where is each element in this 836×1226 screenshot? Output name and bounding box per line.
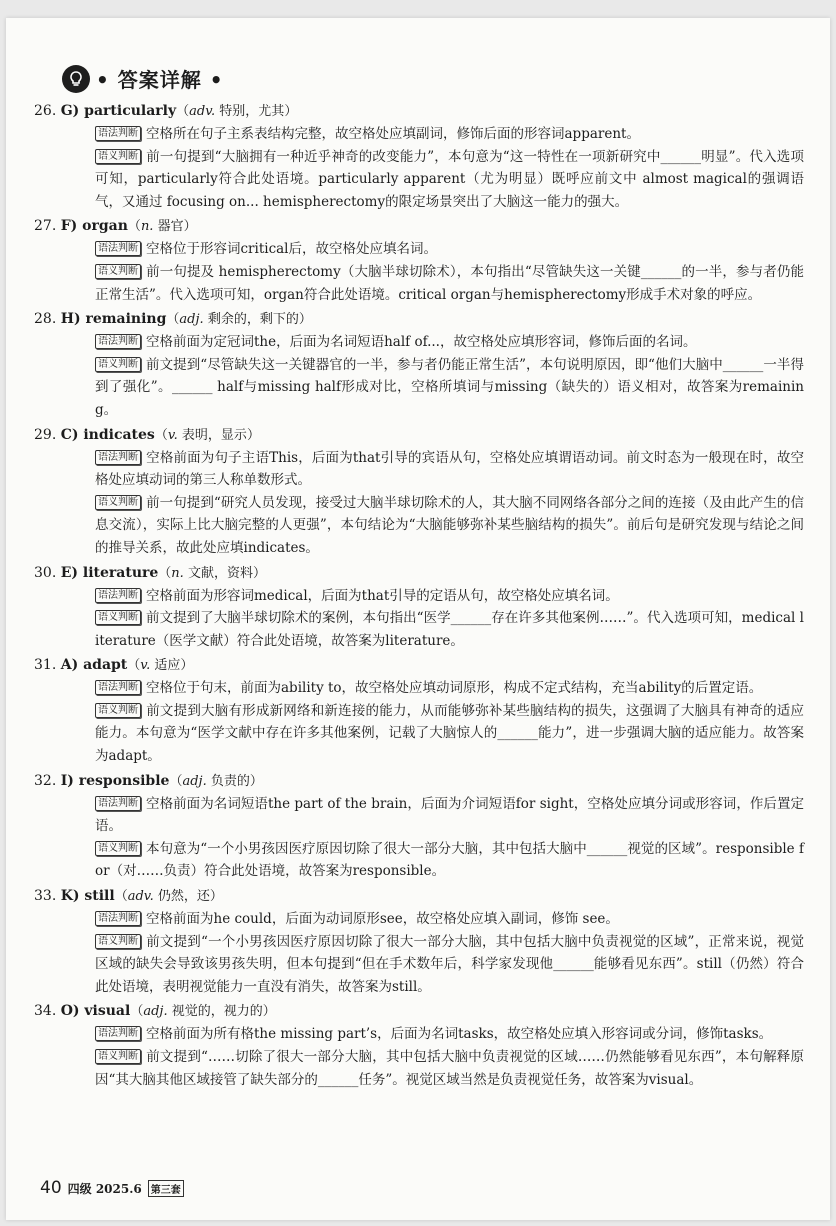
entry-answer: I) responsible [60,772,170,789]
part-of-speech: adj. [182,773,207,789]
grammar-paragraph [95,793,804,838]
entry-number: 32. [34,772,57,789]
answer-entry [34,1000,804,1091]
answer-entry [34,308,804,421]
part-of-speech: adv. [189,104,216,119]
grammar-tag: 语法判断 [95,241,141,256]
answer-entry [34,562,804,653]
entry-gloss: （adj. 视觉的，视力的） [130,1004,276,1020]
entry-answer: H) remaining [60,311,167,328]
entry-gloss: （adj. 负责的） [169,773,263,789]
meaning-text: 本句意为“一个小男孩因医疗原因切除了很大一部分大脑，其中包括大脑中______视觉的区域”。responsible for（对……负责）符合此处语境，故答案为responsible。 [95,840,804,880]
grammar-tag: 语法判断 [95,450,141,465]
section-title: • 答案详解 • [96,68,224,92]
entry-answer: E) literature [60,564,159,581]
grammar-paragraph [95,447,804,492]
meaning-tag: 语义判断 [95,934,141,949]
entry-heading [34,100,804,123]
entry-heading [34,562,804,585]
grammar-tag: 语法判断 [95,588,141,603]
part-of-speech: adj. [143,1004,168,1020]
answer-list [34,100,804,1093]
entry-number: 34. [34,1003,57,1020]
entry-answer: G) particularly [60,103,177,119]
entry-gloss: （v. 表明，显示） [154,427,260,443]
entry-gloss: （n. 器官） [127,219,197,235]
meaning-gloss: 剩余的，剩下的 [207,312,299,328]
grammar-text: 空格前面为he could，后面为动词原形see，故空格处应填入副词，修饰 see。 [146,911,619,928]
entry-answer: A) adapt [60,657,128,674]
grammar-tag: 语法判断 [95,796,141,811]
meaning-tag: 语义判断 [95,264,141,279]
grammar-tag: 语法判断 [95,334,141,349]
meaning-paragraph [95,700,804,768]
grammar-tag: 语法判断 [95,126,141,141]
page-footer [40,1178,184,1198]
meaning-paragraph [95,492,804,560]
meaning-gloss: 适应 [154,658,181,674]
entry-heading [34,424,804,447]
meaning-text: 前一句提到“研究人员发现，接受过大脑半球切除术的人，其大脑不同网络各部分之间的连接（及由此产生的信息交流），实际上比大脑完整的人更强”，本句结论为“大脑能够弥补某些脑结构的损失”。前后句是研究发现与结论之间的推导关系，故此处应填indicates。 [95,494,804,556]
meaning-gloss: 器官 [157,219,184,235]
grammar-paragraph [95,677,804,700]
meaning-gloss: 表明，显示 [181,427,247,443]
volume-badge: 第三套 [148,1180,184,1197]
entry-gloss: （adj. 剩余的，剩下的） [166,312,312,328]
meaning-paragraph [95,261,804,306]
meaning-paragraph [95,1046,804,1091]
part-of-speech: v. [140,658,151,674]
grammar-paragraph [95,1023,804,1046]
part-of-speech: adv. [127,889,154,905]
answer-entry [34,215,804,306]
page-number: 40 [40,1178,62,1198]
part-of-speech: n. [140,219,154,235]
grammar-text: 空格位于形容词critical后，故空格处应填名词。 [146,241,438,258]
meaning-tag: 语义判断 [95,841,141,856]
entry-answer: O) visual [60,1003,131,1020]
meaning-text: 前文提到“……切除了很大一部分大脑，其中包括大脑中负责视觉的区域……仍然能够看见东西”，本句解释原因“其大脑其他区域接管了缺失部分的______任务”。视觉区域当然是负责视觉任务，故答案为visual。 [95,1049,804,1088]
part-of-speech: v. [167,427,178,443]
section-header [62,64,224,93]
grammar-text: 空格位于句末，前面为ability to，故空格处应填动词原形，构成不定式结构，充当ability的后置定语。 [146,680,763,697]
meaning-text: 前一句提及 hemispherectomy（大脑半球切除术），本句指出“尽管缺失这一关键______的一半，参与者仍能正常生活”。代入选项可知，organ符合此处语境。critical organ与hemispherectomy形成手术对象的呼应。 [95,263,804,303]
meaning-paragraph [95,838,804,883]
grammar-text: 空格前面为句子主语This，后面为that引导的宾语从句，空格处应填谓语动词。前文时态为一般现在时，故空格处应填动词的第三人称单数形式。 [95,449,804,489]
answer-entry [34,424,804,560]
entry-heading [34,654,804,677]
entry-number: 33. [34,888,57,905]
grammar-paragraph [95,908,804,931]
grammar-paragraph [95,331,804,354]
entry-gloss: （n. 文献，资料） [158,565,266,581]
meaning-tag: 语义判断 [95,610,141,625]
entry-gloss: （v. 适应） [127,658,194,674]
entry-answer: F) organ [60,218,128,235]
meaning-paragraph [95,931,804,999]
issue-label: 四级 2025.6 [67,1181,142,1196]
meaning-text: 前文提到“尽管缺失这一关键器官的一半，参与者仍能正常生活”，本句说明原因，即“他们大脑中______一半得到了强化”。______ half与missing half形成对比，空格所填词与missing（缺失的）语义相对，故答案为remaining。 [95,356,804,418]
meaning-tag: 语义判断 [95,357,141,372]
entry-number: 31. [34,657,57,674]
meaning-tag: 语义判断 [95,1049,141,1064]
grammar-paragraph [95,585,804,608]
meaning-paragraph [95,607,804,652]
entry-heading [34,308,804,331]
meaning-text: 前一句提到“大脑拥有一种近乎神奇的改变能力”，本句意为“这一特性在一项新研究中______明显”。代入选项可知，particularly符合此处语境。particularly apparent（尤为明显）既呼应前文中 almost magical的强调语气，又通过 focusing on... hemispherectomy的限定场景突出了大脑这一能力的强大。 [95,148,804,210]
entry-gloss: （adv. 仍然，还） [114,889,223,905]
meaning-gloss: 视觉的，视力的 [171,1004,263,1020]
grammar-text: 空格所在句子主系表结构完整，故空格处应填副词，修饰后面的形容词apparent。 [146,126,640,142]
entry-answer: K) still [60,888,115,905]
entry-number: 26. [34,103,57,119]
entry-number: 30. [34,564,57,581]
answer-entry [34,885,804,998]
grammar-paragraph [95,123,804,146]
entry-number: 29. [34,426,57,443]
entry-number: 28. [34,311,57,328]
grammar-text: 空格前面为所有格the missing part’s，后面为名词tasks，故空格处应填入形容词或分词，修饰tasks。 [146,1026,773,1043]
grammar-tag: 语法判断 [95,1026,141,1041]
answer-entry [34,770,804,883]
entry-answer: C) indicates [60,426,155,443]
meaning-gloss: 仍然，还 [157,889,210,905]
meaning-text: 前文提到“一个小男孩因医疗原因切除了很大一部分大脑，其中包括大脑中负责视觉的区域”，正常来说，视觉区域的缺失会导致该男孩失明，但本句提到“但在手术数年后，科学家发现他______能够看见东西”。still（仍然）符合此处语境，表明视觉能力一直没有消失，故答案为still。 [95,933,804,995]
grammar-tag: 语法判断 [95,911,141,926]
entry-number: 27. [34,218,57,235]
meaning-gloss: 负责的 [210,773,250,789]
meaning-text: 前文提到了大脑半球切除术的案例，本句指出“医学______存在许多其他案例……”。代入选项可知，medical literature（医学文献）符合此处语境，故答案为literature。 [95,610,804,649]
meaning-tag: 语义判断 [95,703,141,718]
entry-gloss: （adv. 特别，尤其） [176,104,298,119]
grammar-text: 空格前面为定冠词the，后面为名词短语half of...，故空格处应填形容词，修饰后面的名词。 [146,334,697,351]
meaning-gloss: 特别，尤其 [219,104,285,119]
page [6,18,830,1220]
meaning-tag: 语义判断 [95,495,141,510]
meaning-tag: 语义判断 [95,149,141,164]
grammar-paragraph [95,238,804,261]
grammar-tag: 语法判断 [95,680,141,695]
entry-heading [34,1000,804,1023]
lightbulb-icon [62,65,90,93]
grammar-text: 空格前面为形容词medical，后面为that引导的定语从句，故空格处应填名词。 [146,587,619,604]
answer-entry [34,100,804,213]
part-of-speech: n. [171,565,184,581]
meaning-text: 前文提到大脑有形成新网络和新连接的能力，从而能够弥补某些脑结构的损失，这强调了大脑具有神奇的适应能力。本句意为“医学文献中存在许多其他案例，记载了大脑惊人的______能力”，进一步强调大脑的适应能力。故答案为adapt。 [95,702,804,765]
meaning-paragraph [95,146,804,214]
entry-heading [34,885,804,908]
entry-heading [34,215,804,238]
meaning-paragraph [95,354,804,422]
part-of-speech: adj. [179,312,204,328]
entry-heading [34,770,804,793]
meaning-gloss: 文献，资料 [187,565,253,581]
grammar-text: 空格前面为名词短语the part of the brain，后面为介词短语for sight，空格处应填分词或形容词，作后置定语。 [95,795,804,835]
answer-entry [34,654,804,767]
